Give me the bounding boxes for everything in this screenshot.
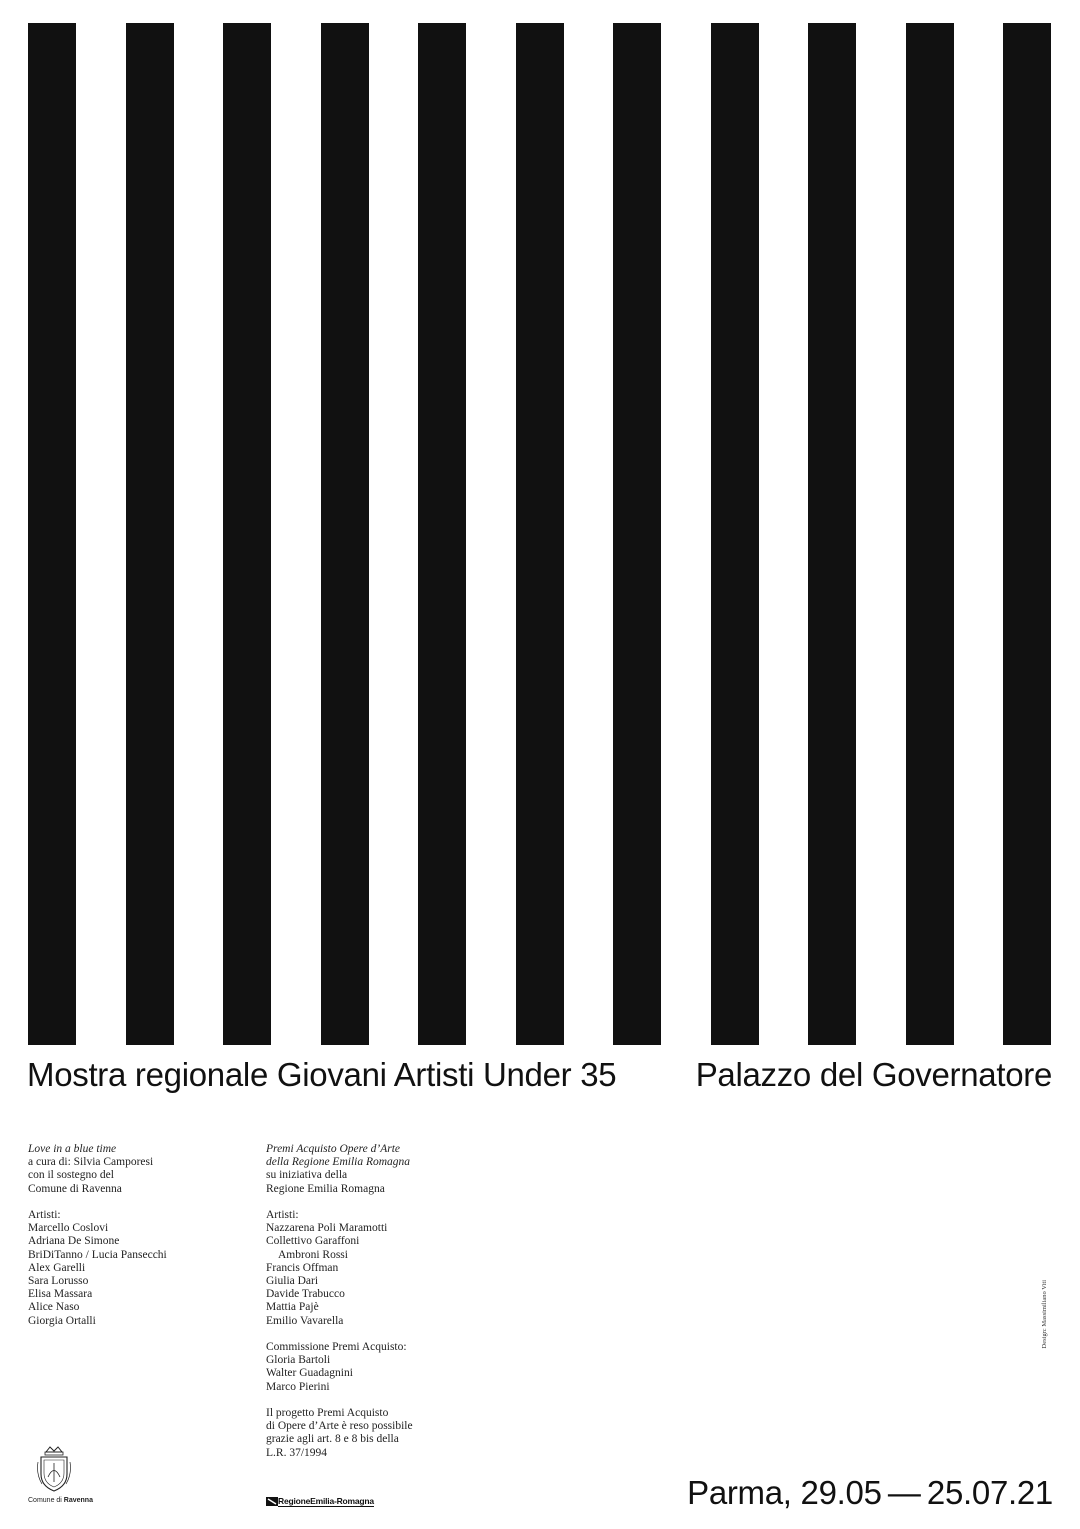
poster-title: Mostra regionale Giovani Artisti Under 35 (27, 1056, 617, 1093)
column-love-in-a-blue-time (28, 1143, 248, 1341)
stripe (126, 23, 174, 1045)
project-note: di Opere d’Arte è reso possibile (266, 1420, 413, 1433)
regione-wordmark: RegioneEmilia-Romagna (278, 1496, 374, 1507)
poster-venue: Palazzo del Governatore (695, 1056, 1052, 1093)
curator-line: a cura di: Silvia Camporesi (28, 1156, 154, 1169)
artist-name: BriDiTanno / Lucia Pansecchi (28, 1248, 167, 1261)
artist-name: Elisa Massara (28, 1288, 93, 1301)
commission-member: Gloria Bartoli (266, 1354, 331, 1367)
stripe (711, 23, 759, 1045)
support-line: con il sostegno del (28, 1169, 114, 1182)
commission-member: Walter Guadagnini (266, 1367, 353, 1380)
project-note: L.R. 37/1994 (266, 1446, 328, 1459)
artist-name: Sara Lorusso (28, 1275, 89, 1288)
design-credit: Design: Massimiliano Viti (1041, 1280, 1048, 1349)
commission-member: Marco Pierini (266, 1380, 330, 1393)
artist-name: Collettivo Garaffoni (266, 1235, 360, 1248)
artists-label: Artisti: (28, 1209, 61, 1221)
artist-name: Davide Trabucco (266, 1288, 345, 1301)
stripe (28, 23, 76, 1045)
coat-of-arms-icon (36, 1444, 72, 1494)
stripe (808, 23, 856, 1045)
stripe (418, 23, 466, 1045)
ravenna-prefix: Comune di (28, 1497, 64, 1504)
commission-label: Commissione Premi Acquisto: (266, 1341, 407, 1354)
prize-title: della Regione Emilia Romagna (266, 1156, 411, 1169)
regione-mark-icon (266, 1497, 278, 1506)
initiative-line: su iniziativa della (266, 1169, 348, 1182)
artist-name: Alex Garelli (28, 1261, 86, 1274)
regione-emilia-romagna-logo (266, 1493, 374, 1507)
stripe (516, 23, 564, 1045)
artist-name: Alice Naso (28, 1301, 80, 1314)
exhibit-title: Love in a blue time (28, 1143, 117, 1155)
initiative-line: Regione Emilia Romagna (266, 1182, 385, 1195)
ravenna-name: Ravenna (63, 1497, 93, 1504)
comune-di-ravenna-logo (28, 1444, 93, 1510)
ravenna-wordmark (28, 1497, 93, 1504)
artist-name: Giorgia Ortalli (28, 1314, 96, 1327)
project-note: grazie agli art. 8 e 8 bis della (266, 1433, 399, 1446)
artist-name: Ambroni Rossi (278, 1248, 348, 1261)
artist-name: Marcello Coslovi (28, 1222, 109, 1235)
stripe (613, 23, 661, 1045)
exhibition-dates: Parma, 29.05 — 25.07.21 (687, 1474, 1053, 1511)
artist-name: Mattia Pajè (266, 1301, 319, 1314)
artist-name: Nazzarena Poli Maramotti (266, 1222, 388, 1235)
artists-label: Artisti: (266, 1209, 299, 1221)
artist-name: Adriana De Simone (28, 1235, 120, 1248)
prize-title: Premi Acquisto Opere d’Arte (266, 1143, 401, 1155)
artist-name: Francis Offman (266, 1261, 339, 1274)
support-line: Comune di Ravenna (28, 1182, 122, 1195)
stripe (223, 23, 271, 1045)
artist-name: Emilio Vavarella (266, 1314, 344, 1327)
stripe (321, 23, 369, 1045)
column-premi-acquisto (266, 1143, 486, 1473)
project-note: Il progetto Premi Acquisto (266, 1407, 389, 1420)
stripe (1003, 23, 1051, 1045)
stripe (906, 23, 954, 1045)
artist-name: Giulia Dari (266, 1275, 319, 1288)
